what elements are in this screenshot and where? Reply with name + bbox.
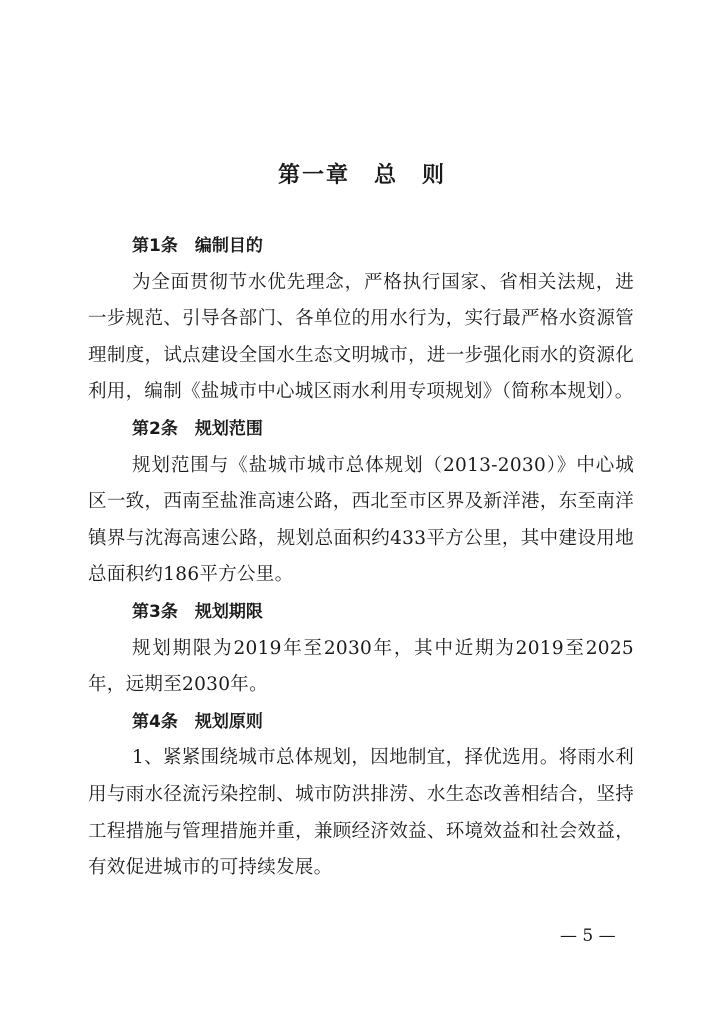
article-heading: 第2条 规划范围 <box>132 418 263 439</box>
article-heading: 第4条 规划原则 <box>132 711 263 732</box>
page-number: — 5 — <box>560 926 616 946</box>
article-3 <box>88 594 634 704</box>
article-paragraph: 1、紧紧围绕城市总体规划，因地制宜，择优选用。将雨水利用与雨水径流污染控制、城市防洪排涝、水生态改善相结合，坚持工程措施与管理措施并重，兼顾经济效益、环境效益和社会效益，有效促进城市的可持续发展。 <box>88 747 634 879</box>
document-body <box>88 228 634 887</box>
article-paragraph: 规划期限为2019年至2030年，其中近期为2019至2025年，远期至2030年。 <box>88 637 634 696</box>
chapter-title: 第一章 总 则 <box>277 163 446 188</box>
article-1 <box>88 228 634 411</box>
article-heading: 第1条 编制目的 <box>132 236 263 256</box>
article-2 <box>88 411 634 594</box>
article-paragraph: 规划范围与《盐城市城市总体规划（2013-2030）》中心城区一致，西南至盐淮高速公路，西北至市区界及新洋港，东至南洋镇界与沈海高速公路，规划总面积约433平方公里，其中建设用地总面积约186平方公里。 <box>88 454 634 586</box>
article-paragraph: 为全面贯彻节水优先理念，严格执行国家、省相关法规，进一步规范、引导各部门、各单位的用水行为，实行最严格水资源管理制度，试点建设全国水生态文明城市，进一步强化雨水的资源化利用，编制《盐城市中心城区雨水利用专项规划》（简称本规划）。 <box>88 271 634 403</box>
article-4 <box>88 704 634 887</box>
article-heading: 第3条 规划期限 <box>132 601 263 622</box>
